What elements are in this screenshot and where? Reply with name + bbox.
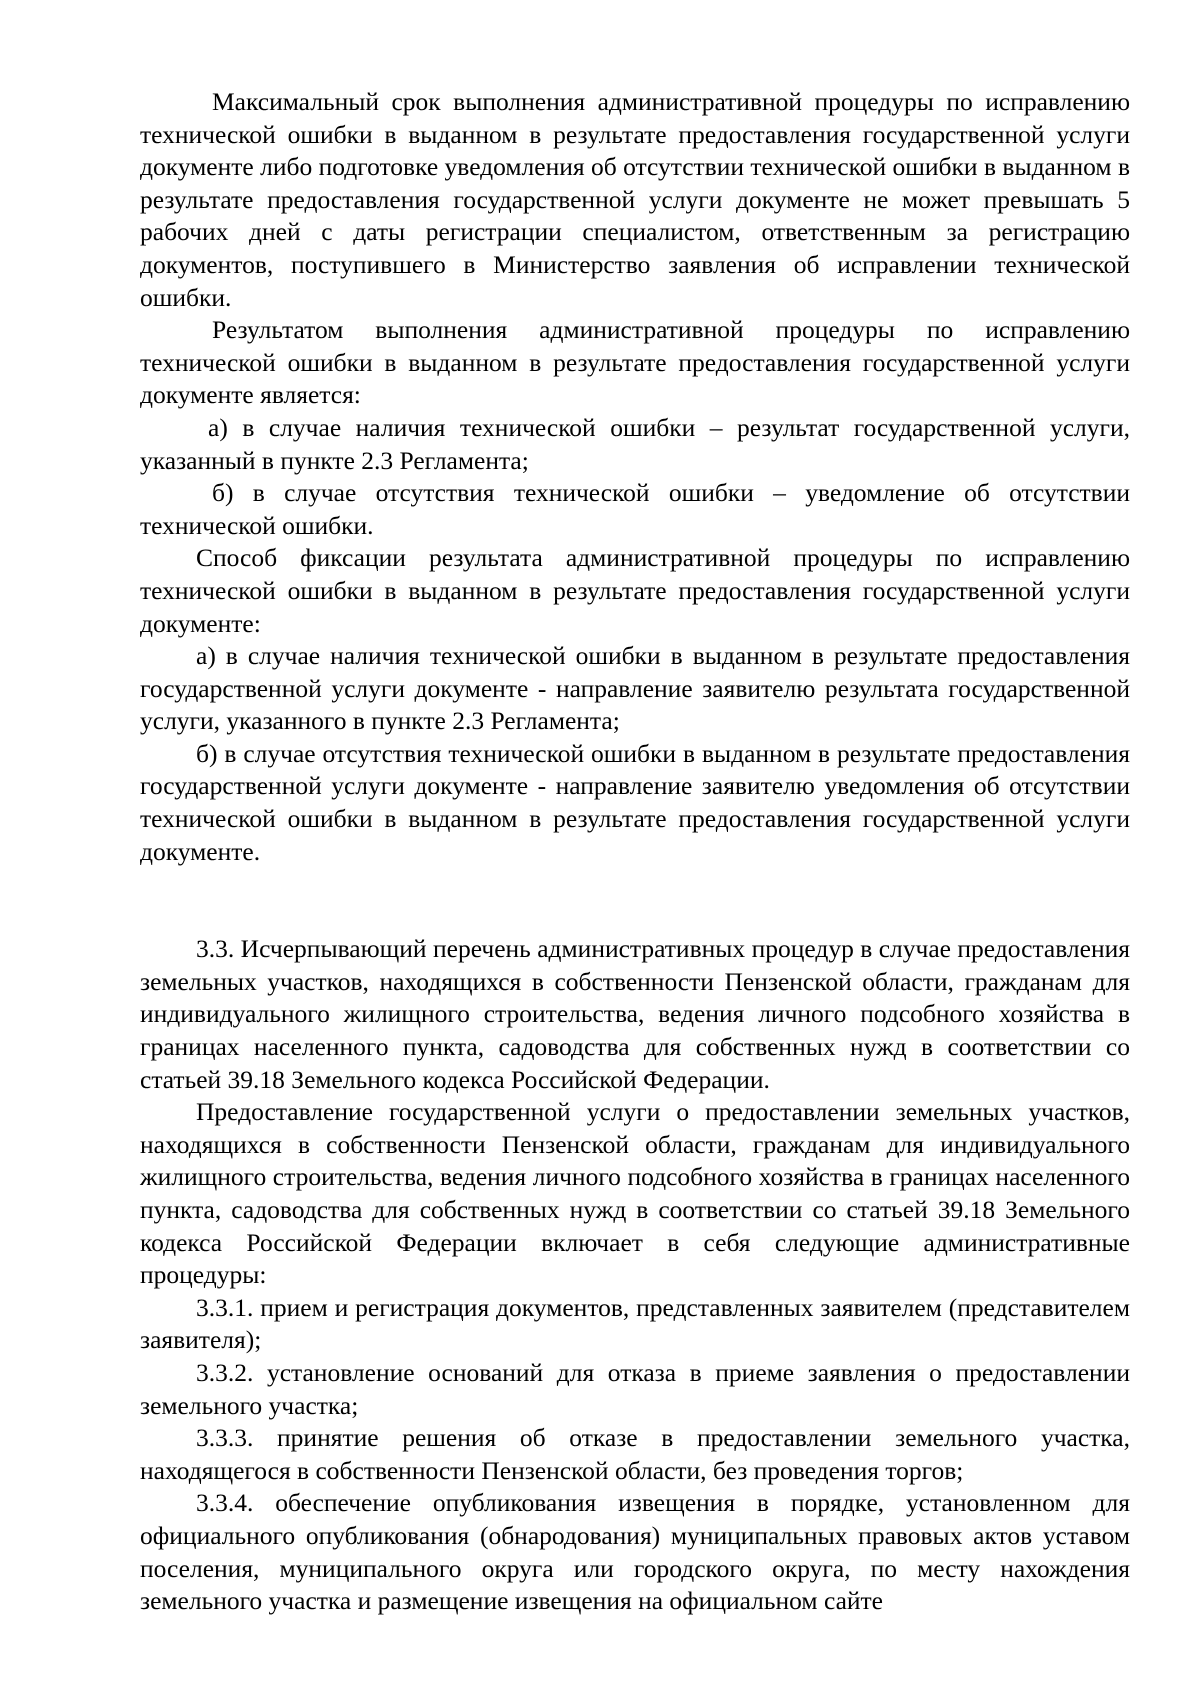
paragraph-deadline: Максимальный срок выполнения административной процедуры по исправлению технической ошибки в выданном в результате предоставления государственной услуги документе либо подготовке уведомления об отсутствии технической ошибки в выданном в результате предоставления государственной услуги документе не может превышать 5 рабочих дней с даты регистрации специалистом, ответственным за регистрацию документов, поступившего в Министерство заявления об исправлении технической ошибки. xyxy=(140,87,1130,312)
paragraph-result: Результатом выполнения административной процедуры по исправлению технической ошибки в выданном в результате предоставления государственной услуги документе является: xyxy=(140,315,1130,410)
paragraph-section-3-3: 3.3. Исчерпывающий перечень административных процедур в случае предоставления земельных участков, находящихся в собственности Пензенской области, гражданам для индивидуального жилищного строительства, ведения личного подсобного хозяйства в границах населенного пункта, садоводства для собственных нужд в соответствии со статьей 39.18 Земельного кодекса Российской Федерации. xyxy=(140,934,1130,1094)
paragraph-result-a: а) в случае наличия технической ошибки – результат государственной услуги, указанный в пункте 2.3 Регламента; xyxy=(140,412,1130,475)
paragraph-fixation: Способ фиксации результата административной процедуры по исправлению технической ошибки в выданном в результате предоставления государственной услуги документе: xyxy=(140,543,1130,638)
paragraph-fixation-b: б) в случае отсутствия технической ошибки в выданном в результате предоставления государственной услуги документе - направление заявителю уведомления об отсутствии технической ошибки в выданном в результате предоставления государственной услуги документе. xyxy=(140,738,1130,866)
paragraph-fixation-a: а) в случае наличия технической ошибки в выданном в результате предоставления государственной услуги документе - направление заявителю результата государственной услуги, указанного в пункте 2.3 Регламента; xyxy=(140,641,1130,736)
paragraph-3-3-2: 3.3.2. установление оснований для отказа в приеме заявления о предоставлении земельного участка; xyxy=(140,1357,1130,1420)
paragraph-service-procedures: Предоставление государственной услуги о предоставлении земельных участков, находящихся в собственности Пензенской области, гражданам для индивидуального жилищного строительства, ведения личного подсобного хозяйства в границах населенного пункта, садоводства для собственных нужд в соответствии со статьей 39.18 Земельного кодекса Российской Федерации включает в себя следующие административные процедуры: xyxy=(140,1097,1130,1290)
paragraph-3-3-4: 3.3.4. обеспечение опубликования извещения в порядке, установленном для официального опубликования (обнародования) муниципальных правовых актов уставом поселения, муниципального округа или городского округа, по месту нахождения земельного участка и размещение извещения на официальном сайте xyxy=(140,1488,1130,1616)
section-gap xyxy=(140,868,1130,933)
document-page xyxy=(140,86,1130,1618)
paragraph-result-b: б) в случае отсутствия технической ошибки – уведомление об отсутствии технической ошибки. xyxy=(140,478,1130,540)
paragraph-3-3-3: 3.3.3. принятие решения об отказе в предоставлении земельного участка, находящегося в собственности Пензенской области, без проведения торгов; xyxy=(140,1423,1130,1485)
paragraph-3-3-1: 3.3.1. прием и регистрация документов, представленных заявителем (представителем заявителя); xyxy=(140,1292,1130,1355)
